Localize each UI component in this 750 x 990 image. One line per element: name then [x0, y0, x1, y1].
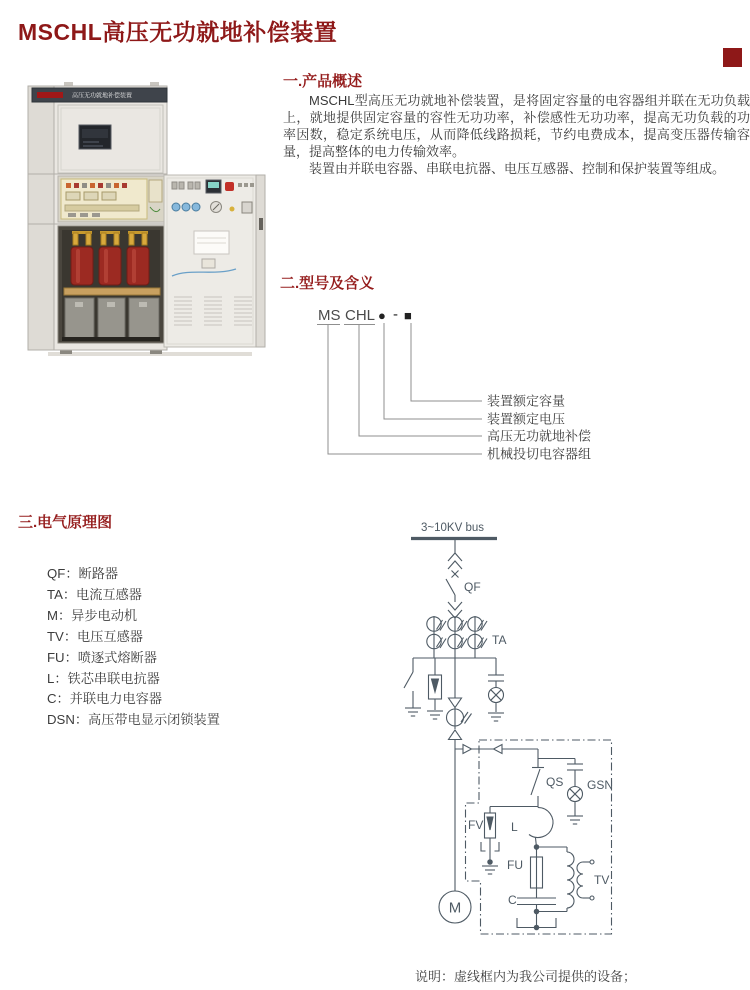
qf-breaker [446, 579, 455, 595]
overview-heading: 一.产品概述 [283, 73, 363, 90]
ground-symbol [488, 713, 504, 721]
capacitor-icon [488, 675, 504, 681]
lamp-symbol [489, 688, 504, 703]
earthing-switch [404, 658, 421, 716]
line-ct [447, 708, 472, 730]
busbar [64, 288, 160, 295]
qf-label: QF [464, 580, 481, 594]
legend-item: C：并联电力电容器 [47, 691, 163, 707]
mini-busbar [65, 205, 139, 211]
ground-symbol [405, 708, 421, 716]
legend-item: M：异步电动机 [47, 607, 138, 623]
cabinet-side-panel [28, 86, 54, 350]
product-photo [22, 79, 267, 361]
model-connector-lines [317, 323, 482, 454]
legend-item: TV：电压互感器 [47, 628, 143, 644]
indicator-lamps [172, 203, 200, 211]
c-capacitor [517, 888, 556, 928]
tv-transformer [537, 847, 595, 912]
m-label: M [448, 899, 462, 917]
door-handle [259, 218, 263, 230]
page-title: MSCHL高压无功就地补偿装置 [18, 19, 338, 45]
model-part-dash: - [393, 306, 398, 323]
ground-symbol [567, 816, 583, 824]
bus-label: 3~10KV bus [421, 522, 484, 534]
model-designation-diagram [298, 298, 643, 470]
model-meaning: 机械投切电容器组 [487, 446, 592, 462]
overview-text [283, 92, 750, 177]
live-display-branch [488, 658, 504, 721]
model-meanings [487, 394, 591, 462]
qs-switch [531, 759, 544, 808]
drawout-contact-upper-icon [448, 553, 462, 569]
model-meaning: 装置额定容量 [487, 393, 566, 409]
fu-fuse [531, 847, 543, 888]
drawout-contact-lower-icon [448, 602, 462, 618]
down-arrow-icon [449, 698, 462, 708]
fu-label: FU [507, 858, 523, 872]
plug-contact-icon [494, 745, 503, 754]
model-code [318, 306, 412, 324]
model-meaning: 装置额定电压 [487, 411, 566, 427]
gsn-label: GSN [587, 778, 614, 792]
electrical-schematic [375, 515, 630, 947]
ground-symbol [427, 711, 443, 719]
yellow-indicator [230, 207, 235, 212]
plug-contact-icon [463, 745, 472, 754]
upper-door [58, 105, 163, 173]
ground-symbol [482, 866, 498, 874]
model-part-chl: CHL [345, 307, 376, 324]
l-reactor [529, 808, 553, 848]
qs-label: QS [546, 775, 564, 789]
cabinet [28, 82, 265, 356]
cabinet-header [32, 88, 167, 102]
relay-panel [58, 176, 164, 222]
surge-arrester [427, 658, 443, 719]
schematic-heading: 三.电气原理图 [18, 514, 113, 531]
legend-item: TA：电流互感器 [47, 586, 142, 602]
up-arrow-icon [449, 730, 462, 740]
schematic-labels [421, 522, 613, 917]
model-part-ms: MS [318, 307, 341, 324]
ta-label: TA [492, 633, 507, 647]
red-button [225, 182, 234, 191]
lower-compartment [58, 226, 164, 343]
overview-paragraph: 装置由并联电容器、串联电抗器、电压互感器、控制和保护装置等组成。 [309, 161, 726, 176]
legend-item: QF：断路器 [47, 566, 119, 581]
model-part-square: ■ [404, 308, 412, 323]
model-meaning: 高压无功就地补偿 [487, 428, 592, 444]
l-label: L [511, 820, 518, 834]
model-heading: 二.型号及含义 [280, 275, 375, 292]
fv-label: FV [468, 818, 484, 832]
schematic-note: 说明：虚线框内为我公司提供的设备； [415, 969, 637, 984]
tv-label: TV [594, 873, 610, 887]
door-edge [256, 175, 265, 347]
control-door [164, 175, 256, 347]
lamp-symbol [568, 787, 583, 802]
cabinet-header-label: 高压无功就地补偿装置 [72, 93, 133, 100]
brand-mark [37, 92, 63, 98]
legend-item: L：铁芯串联电抗器 [47, 670, 160, 686]
title-marker-square [723, 48, 742, 67]
model-part-circle: ● [378, 308, 386, 323]
capacitor-icon [567, 764, 583, 770]
schematic-legend [47, 564, 220, 731]
c-label: C [508, 893, 517, 907]
breaker-x-mark [452, 571, 459, 578]
legend-item: DSN：高压带电显示闭锁装置 [47, 712, 220, 728]
legend-item: FU：喷逐式熔断器 [47, 649, 157, 665]
overview-paragraph: MSCHL型高压无功就地补偿装置，是将固定容量的电容器组并联在无功负载上，就地提供固定容量的容性无功功率，补偿感性无功功率，提高无功负载的功率因数，稳定系统电压，从而降低线路损耗，节约电费成本，提高变压器传输容量，提高整体的电力传输效率。 [283, 93, 750, 159]
gsn-indicator [567, 759, 583, 825]
